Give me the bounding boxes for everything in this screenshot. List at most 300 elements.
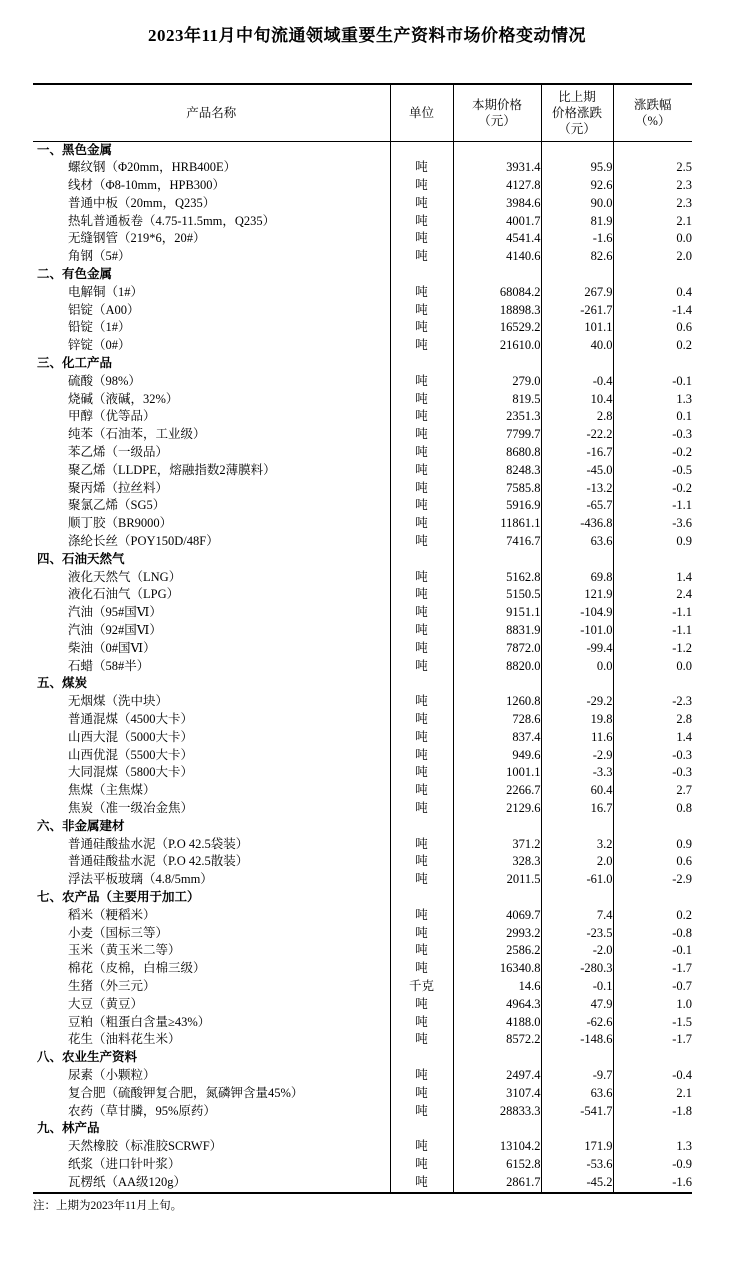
product-row bbox=[33, 533, 692, 551]
product-row bbox=[33, 1031, 692, 1049]
col-header-product-name bbox=[33, 84, 390, 141]
product-name-cell: 线材（Φ8-10mm，HPB300） bbox=[68, 178, 226, 193]
change-cell: -99.4 bbox=[541, 640, 613, 658]
pct-cell: 1.4 bbox=[613, 729, 692, 747]
product-name-cell: 豆粕（粗蛋白含量≥43%） bbox=[68, 1014, 211, 1029]
product-name-cell: 普通混煤（4500大卡） bbox=[68, 712, 194, 726]
product-name-cell: 烧碱（液碱，32%） bbox=[68, 391, 179, 406]
product-row bbox=[33, 1085, 692, 1103]
change-cell: -3.3 bbox=[541, 764, 613, 782]
empty-unit-cell bbox=[390, 551, 453, 569]
section-name-cell: 五、煤炭 bbox=[37, 676, 88, 691]
unit-cell: 吨 bbox=[390, 1138, 453, 1156]
unit-cell: 吨 bbox=[390, 586, 453, 604]
unit-cell: 吨 bbox=[390, 1103, 453, 1121]
pct-cell: -0.7 bbox=[613, 978, 692, 996]
section-row bbox=[33, 141, 692, 159]
price-cell: 7872.0 bbox=[453, 640, 541, 658]
product-name-cell: 焦煤（主焦煤） bbox=[68, 783, 156, 798]
product-name-cell: 生猪（外三元） bbox=[68, 978, 156, 993]
pct-cell: 2.3 bbox=[613, 177, 692, 195]
change-cell: -53.6 bbox=[541, 1156, 613, 1174]
product-row bbox=[33, 640, 692, 658]
change-cell: 2.8 bbox=[541, 408, 613, 426]
page-title: 2023年11月中旬流通领域重要生产资料市场价格变动情况 bbox=[147, 26, 587, 45]
table-header bbox=[33, 84, 692, 141]
pct-cell: -1.7 bbox=[613, 960, 692, 978]
price-cell: 7799.7 bbox=[453, 426, 541, 444]
price-cell: 2993.2 bbox=[453, 925, 541, 943]
change-cell: -261.7 bbox=[541, 302, 613, 320]
change-cell: 7.4 bbox=[541, 907, 613, 925]
empty-unit-cell bbox=[390, 141, 453, 159]
col-header-line: 单位 bbox=[408, 105, 434, 120]
section-row bbox=[33, 551, 692, 569]
pct-cell: -0.3 bbox=[613, 764, 692, 782]
change-cell: 2.0 bbox=[541, 853, 613, 871]
change-cell: -61.0 bbox=[541, 871, 613, 889]
pct-cell: -1.1 bbox=[613, 622, 692, 640]
change-cell: 82.6 bbox=[541, 248, 613, 266]
product-name-cell: 山西大混（5000大卡） bbox=[68, 729, 194, 744]
empty-change-cell bbox=[541, 1049, 613, 1067]
unit-cell: 吨 bbox=[390, 782, 453, 800]
unit-cell: 吨 bbox=[390, 853, 453, 871]
product-name-cell: 硫酸（98%） bbox=[68, 373, 141, 388]
product-row bbox=[33, 391, 692, 409]
col-header-line: 产品名称 bbox=[186, 105, 237, 120]
unit-cell: 吨 bbox=[390, 996, 453, 1014]
pct-cell: -0.2 bbox=[613, 480, 692, 498]
empty-price-cell bbox=[453, 818, 541, 836]
empty-pct-cell bbox=[613, 675, 692, 693]
product-name-cell: 瓦楞纸（AA级120g） bbox=[33, 1174, 390, 1193]
pct-cell: 2.1 bbox=[613, 1085, 692, 1103]
empty-price-cell bbox=[453, 266, 541, 284]
product-row bbox=[33, 1067, 692, 1085]
product-row bbox=[33, 373, 692, 391]
section-name-cell: 八、农业生产资料 bbox=[37, 1050, 138, 1065]
empty-unit-cell bbox=[390, 818, 453, 836]
empty-price-cell bbox=[453, 141, 541, 159]
unit-cell: 吨 bbox=[390, 1156, 453, 1174]
pct-cell: 0.6 bbox=[613, 853, 692, 871]
unit-cell: 吨 bbox=[390, 658, 453, 676]
price-cell: 949.6 bbox=[453, 747, 541, 765]
pct-cell: 0.9 bbox=[613, 533, 692, 551]
price-cell: 8572.2 bbox=[453, 1031, 541, 1049]
product-name-cell: 稻米（粳稻米） bbox=[68, 907, 156, 922]
product-row bbox=[33, 1156, 692, 1174]
unit-cell: 吨 bbox=[390, 1014, 453, 1032]
change-cell: 40.0 bbox=[541, 337, 613, 355]
price-cell: 3984.6 bbox=[453, 195, 541, 213]
pct-cell: 0.4 bbox=[613, 284, 692, 302]
price-cell: 371.2 bbox=[453, 836, 541, 854]
pct-cell: -0.9 bbox=[613, 1156, 692, 1174]
price-cell: 8831.9 bbox=[453, 622, 541, 640]
product-row bbox=[33, 1103, 692, 1121]
empty-unit-cell bbox=[390, 675, 453, 693]
col-header-line: （元） bbox=[478, 113, 516, 128]
col-header-line: （元） bbox=[558, 121, 596, 136]
product-name-cell: 天然橡胶（标准胶SCRWF） bbox=[68, 1139, 223, 1154]
change-cell: -148.6 bbox=[541, 1031, 613, 1049]
change-cell: -280.3 bbox=[541, 960, 613, 978]
empty-price-cell bbox=[453, 355, 541, 373]
section-name-cell: 一、黑色金属 bbox=[37, 142, 113, 157]
product-row bbox=[33, 782, 692, 800]
pct-cell: -1.1 bbox=[613, 497, 692, 515]
product-name-cell: 涤纶长丝（POY150D/48F） bbox=[68, 534, 219, 549]
price-cell: 16340.8 bbox=[453, 960, 541, 978]
product-name-cell: 普通硅酸盐水泥（P.O 42.5散装） bbox=[68, 854, 249, 869]
pct-cell: -0.2 bbox=[613, 444, 692, 462]
product-name-cell: 花生（油料花生米） bbox=[68, 1032, 181, 1047]
product-row bbox=[33, 996, 692, 1014]
price-cell: 21610.0 bbox=[453, 337, 541, 355]
header-row bbox=[33, 84, 692, 141]
product-name-cell: 铅锭（1#） bbox=[68, 320, 131, 335]
pct-cell: 2.0 bbox=[613, 248, 692, 266]
section-name-cell: 六、非金属建材 bbox=[37, 818, 125, 833]
pct-cell: 1.0 bbox=[613, 996, 692, 1014]
price-cell: 4188.0 bbox=[453, 1014, 541, 1032]
product-name-cell: 石蜡（58#半） bbox=[68, 658, 150, 673]
pct-cell: -0.3 bbox=[613, 426, 692, 444]
col-header-line: （%） bbox=[635, 113, 671, 128]
empty-change-cell bbox=[541, 889, 613, 907]
product-row bbox=[33, 426, 692, 444]
price-cell: 14.6 bbox=[453, 978, 541, 996]
product-row bbox=[33, 1014, 692, 1032]
unit-cell: 吨 bbox=[390, 1174, 453, 1193]
price-cell: 1260.8 bbox=[453, 693, 541, 711]
product-name-cell: 焦炭（准一级冶金焦） bbox=[68, 800, 194, 815]
pct-cell: 2.8 bbox=[613, 711, 692, 729]
product-name-cell: 棉花（皮棉，白棉三级） bbox=[68, 961, 206, 976]
price-cell: 2351.3 bbox=[453, 408, 541, 426]
product-row bbox=[33, 942, 692, 960]
product-name-cell: 热轧普通板卷（4.75-11.5mm，Q235） bbox=[68, 213, 276, 228]
product-name-cell: 山西优混（5500大卡） bbox=[68, 747, 194, 762]
change-cell: 60.4 bbox=[541, 782, 613, 800]
change-cell: -436.8 bbox=[541, 515, 613, 533]
unit-cell: 吨 bbox=[390, 230, 453, 248]
empty-pct-cell bbox=[613, 355, 692, 373]
unit-cell: 吨 bbox=[390, 337, 453, 355]
product-row bbox=[33, 302, 692, 320]
pct-cell: -1.4 bbox=[613, 302, 692, 320]
unit-cell: 吨 bbox=[390, 426, 453, 444]
change-cell: -65.7 bbox=[541, 497, 613, 515]
product-row bbox=[33, 177, 692, 195]
section-name-cell: 二、有色金属 bbox=[37, 267, 113, 282]
empty-unit-cell bbox=[390, 889, 453, 907]
change-cell: -0.1 bbox=[541, 978, 613, 996]
empty-unit-cell bbox=[390, 355, 453, 373]
empty-pct-cell bbox=[613, 266, 692, 284]
pct-cell: 0.8 bbox=[613, 800, 692, 818]
unit-cell: 吨 bbox=[390, 569, 453, 587]
price-cell: 4541.4 bbox=[453, 230, 541, 248]
change-cell: 0.0 bbox=[541, 658, 613, 676]
change-cell: -541.7 bbox=[541, 1103, 613, 1121]
change-cell: -101.0 bbox=[541, 622, 613, 640]
product-name-cell: 汽油（92#国Ⅵ） bbox=[68, 623, 162, 638]
unit-cell: 吨 bbox=[390, 907, 453, 925]
pct-cell: 0.1 bbox=[613, 408, 692, 426]
pct-cell: -1.6 bbox=[613, 1174, 692, 1193]
unit-cell: 吨 bbox=[390, 942, 453, 960]
product-row bbox=[33, 693, 692, 711]
price-cell: 5916.9 bbox=[453, 497, 541, 515]
product-row bbox=[33, 800, 692, 818]
change-cell: 95.9 bbox=[541, 159, 613, 177]
product-name-cell: 聚氯乙烯（SG5） bbox=[68, 498, 166, 513]
change-cell: -22.2 bbox=[541, 426, 613, 444]
change-cell: 92.6 bbox=[541, 177, 613, 195]
col-header-current-price bbox=[453, 84, 541, 141]
product-row bbox=[33, 319, 692, 337]
pct-cell: 0.2 bbox=[613, 337, 692, 355]
product-name-cell: 汽油（95#国Ⅵ） bbox=[68, 605, 162, 620]
empty-change-cell bbox=[541, 1120, 613, 1138]
product-name-cell: 农药（草甘膦，95%原药） bbox=[68, 1103, 216, 1118]
price-cell: 11861.1 bbox=[453, 515, 541, 533]
product-name-cell: 复合肥（硫酸钾复合肥，氮磷钾含量45%） bbox=[68, 1085, 304, 1100]
product-row bbox=[33, 497, 692, 515]
change-cell: 19.8 bbox=[541, 711, 613, 729]
pct-cell: 0.2 bbox=[613, 907, 692, 925]
change-cell: -0.4 bbox=[541, 373, 613, 391]
change-cell: -16.7 bbox=[541, 444, 613, 462]
change-cell: 101.1 bbox=[541, 319, 613, 337]
product-row bbox=[33, 1138, 692, 1156]
price-cell: 1001.1 bbox=[453, 764, 541, 782]
unit-cell: 吨 bbox=[390, 480, 453, 498]
change-cell: 10.4 bbox=[541, 391, 613, 409]
price-cell: 5150.5 bbox=[453, 586, 541, 604]
change-cell: -23.5 bbox=[541, 925, 613, 943]
change-cell: -29.2 bbox=[541, 693, 613, 711]
product-row bbox=[33, 925, 692, 943]
change-cell: 90.0 bbox=[541, 195, 613, 213]
col-header-line: 涨跌幅 bbox=[633, 97, 672, 112]
product-name-cell: 纯苯（石油苯，工业级） bbox=[68, 427, 206, 442]
product-name-cell: 小麦（国标三等） bbox=[68, 925, 169, 940]
empty-unit-cell bbox=[390, 266, 453, 284]
product-name-cell: 无缝钢管（219*6，20#） bbox=[68, 231, 206, 246]
product-name-cell: 液化石油气（LPG） bbox=[68, 587, 180, 602]
unit-cell: 吨 bbox=[390, 195, 453, 213]
unit-cell: 吨 bbox=[390, 640, 453, 658]
section-name-cell: 四、石油天然气 bbox=[37, 551, 125, 566]
unit-cell: 吨 bbox=[390, 515, 453, 533]
col-header-price-change bbox=[541, 84, 613, 141]
section-row bbox=[33, 1120, 692, 1138]
price-cell: 3107.4 bbox=[453, 1085, 541, 1103]
product-row bbox=[33, 408, 692, 426]
price-cell: 5162.8 bbox=[453, 569, 541, 587]
unit-cell: 吨 bbox=[390, 960, 453, 978]
unit-cell: 吨 bbox=[390, 319, 453, 337]
product-name-cell: 聚乙烯（LLDPE，熔融指数2薄膜料） bbox=[68, 462, 276, 477]
product-row bbox=[33, 604, 692, 622]
table-body bbox=[33, 141, 692, 1193]
col-header-line: 价格涨跌 bbox=[551, 105, 602, 120]
pct-cell: 1.4 bbox=[613, 569, 692, 587]
product-name-cell: 锌锭（0#） bbox=[68, 338, 131, 353]
pct-cell: -2.9 bbox=[613, 871, 692, 889]
empty-change-cell bbox=[541, 675, 613, 693]
section-name-cell: 三、化工产品 bbox=[37, 356, 113, 371]
empty-pct-cell bbox=[613, 1049, 692, 1067]
empty-change-cell bbox=[541, 818, 613, 836]
pct-cell: -2.3 bbox=[613, 693, 692, 711]
pct-cell: 2.7 bbox=[613, 782, 692, 800]
price-cell: 8248.3 bbox=[453, 462, 541, 480]
change-cell: -2.9 bbox=[541, 747, 613, 765]
change-cell: 69.8 bbox=[541, 569, 613, 587]
product-row bbox=[33, 907, 692, 925]
price-cell: 13104.2 bbox=[453, 1138, 541, 1156]
price-cell: 2861.7 bbox=[453, 1174, 541, 1193]
product-row bbox=[33, 195, 692, 213]
product-name-cell: 苯乙烯（一级品） bbox=[68, 445, 169, 460]
price-cell: 4001.7 bbox=[453, 213, 541, 231]
product-row bbox=[33, 337, 692, 355]
change-cell: -13.2 bbox=[541, 480, 613, 498]
change-cell: 11.6 bbox=[541, 729, 613, 747]
unit-cell: 吨 bbox=[390, 408, 453, 426]
product-row bbox=[33, 978, 692, 996]
product-name-cell: 大同混煤（5800大卡） bbox=[68, 765, 194, 780]
pct-cell: -0.4 bbox=[613, 1067, 692, 1085]
price-cell: 16529.2 bbox=[453, 319, 541, 337]
price-cell: 8680.8 bbox=[453, 444, 541, 462]
product-row bbox=[33, 248, 692, 266]
empty-change-cell bbox=[541, 266, 613, 284]
unit-cell: 吨 bbox=[390, 693, 453, 711]
empty-pct-cell bbox=[613, 818, 692, 836]
price-cell: 6152.8 bbox=[453, 1156, 541, 1174]
unit-cell: 吨 bbox=[390, 747, 453, 765]
pct-cell: 0.0 bbox=[613, 230, 692, 248]
product-row bbox=[33, 711, 692, 729]
price-cell: 2497.4 bbox=[453, 1067, 541, 1085]
price-cell: 2266.7 bbox=[453, 782, 541, 800]
product-name-cell: 顺丁胶（BR9000） bbox=[68, 516, 173, 531]
change-cell: 47.9 bbox=[541, 996, 613, 1014]
product-row bbox=[33, 159, 692, 177]
pct-cell: 0.9 bbox=[613, 836, 692, 854]
empty-pct-cell bbox=[613, 141, 692, 159]
section-row bbox=[33, 675, 692, 693]
pct-cell: -0.8 bbox=[613, 925, 692, 943]
unit-cell: 吨 bbox=[390, 622, 453, 640]
product-name-cell: 纸浆（进口针叶浆） bbox=[68, 1156, 181, 1171]
product-row bbox=[33, 747, 692, 765]
unit-cell: 吨 bbox=[390, 444, 453, 462]
footnote: 注：上期为2023年11月上旬。 bbox=[33, 1199, 183, 1212]
empty-price-cell bbox=[453, 675, 541, 693]
product-row bbox=[33, 764, 692, 782]
pct-cell: -0.3 bbox=[613, 747, 692, 765]
unit-cell: 吨 bbox=[390, 1031, 453, 1049]
unit-cell: 吨 bbox=[390, 159, 453, 177]
product-row bbox=[33, 622, 692, 640]
product-name-cell: 玉米（黄玉米二等） bbox=[68, 943, 181, 958]
empty-change-cell bbox=[541, 355, 613, 373]
price-cell: 7585.8 bbox=[453, 480, 541, 498]
change-cell: -1.6 bbox=[541, 230, 613, 248]
pct-cell: -1.8 bbox=[613, 1103, 692, 1121]
product-name-cell: 液化天然气（LNG） bbox=[68, 569, 182, 584]
unit-cell: 千克 bbox=[390, 978, 453, 996]
unit-cell: 吨 bbox=[390, 284, 453, 302]
product-row bbox=[33, 480, 692, 498]
pct-cell: 1.3 bbox=[613, 391, 692, 409]
price-cell: 328.3 bbox=[453, 853, 541, 871]
empty-price-cell bbox=[453, 1120, 541, 1138]
unit-cell: 吨 bbox=[390, 533, 453, 551]
change-cell: 267.9 bbox=[541, 284, 613, 302]
empty-price-cell bbox=[453, 1049, 541, 1067]
col-header-unit bbox=[390, 84, 453, 141]
product-name-cell: 甲醇（优等品） bbox=[68, 409, 156, 424]
section-name-cell: 七、农产品（主要用于加工） bbox=[37, 889, 200, 904]
product-name-cell: 普通中板（20mm，Q235） bbox=[68, 195, 216, 210]
price-cell: 3931.4 bbox=[453, 159, 541, 177]
pct-cell: 0.6 bbox=[613, 319, 692, 337]
unit-cell: 吨 bbox=[390, 177, 453, 195]
product-name-cell: 柴油（0#国Ⅵ） bbox=[68, 640, 156, 655]
change-cell: -104.9 bbox=[541, 604, 613, 622]
empty-price-cell bbox=[453, 551, 541, 569]
change-cell: 63.6 bbox=[541, 1085, 613, 1103]
product-name-cell: 大豆（黄豆） bbox=[68, 996, 144, 1011]
change-cell: -62.6 bbox=[541, 1014, 613, 1032]
pct-cell: -1.7 bbox=[613, 1031, 692, 1049]
product-row bbox=[33, 853, 692, 871]
unit-cell: 吨 bbox=[390, 836, 453, 854]
product-name-cell: 螺纹钢（Φ20mm，HRB400E） bbox=[68, 160, 237, 175]
section-row bbox=[33, 355, 692, 373]
change-cell: 81.9 bbox=[541, 213, 613, 231]
price-cell: 7416.7 bbox=[453, 533, 541, 551]
pct-cell: 0.0 bbox=[613, 658, 692, 676]
unit-cell: 吨 bbox=[390, 800, 453, 818]
price-cell: 2011.5 bbox=[453, 871, 541, 889]
unit-cell: 吨 bbox=[390, 925, 453, 943]
empty-pct-cell bbox=[613, 551, 692, 569]
change-cell: 16.7 bbox=[541, 800, 613, 818]
unit-cell: 吨 bbox=[390, 248, 453, 266]
product-row bbox=[33, 871, 692, 889]
product-row bbox=[33, 960, 692, 978]
product-name-cell: 浮法平板玻璃（4.8/5mm） bbox=[68, 872, 213, 887]
price-cell: 68084.2 bbox=[453, 284, 541, 302]
pct-cell: -0.5 bbox=[613, 462, 692, 480]
product-row bbox=[33, 230, 692, 248]
unit-cell: 吨 bbox=[390, 497, 453, 515]
unit-cell: 吨 bbox=[390, 604, 453, 622]
col-header-line: 比上期 bbox=[558, 89, 596, 104]
price-cell: 837.4 bbox=[453, 729, 541, 747]
product-row bbox=[33, 658, 692, 676]
price-cell: 2129.6 bbox=[453, 800, 541, 818]
